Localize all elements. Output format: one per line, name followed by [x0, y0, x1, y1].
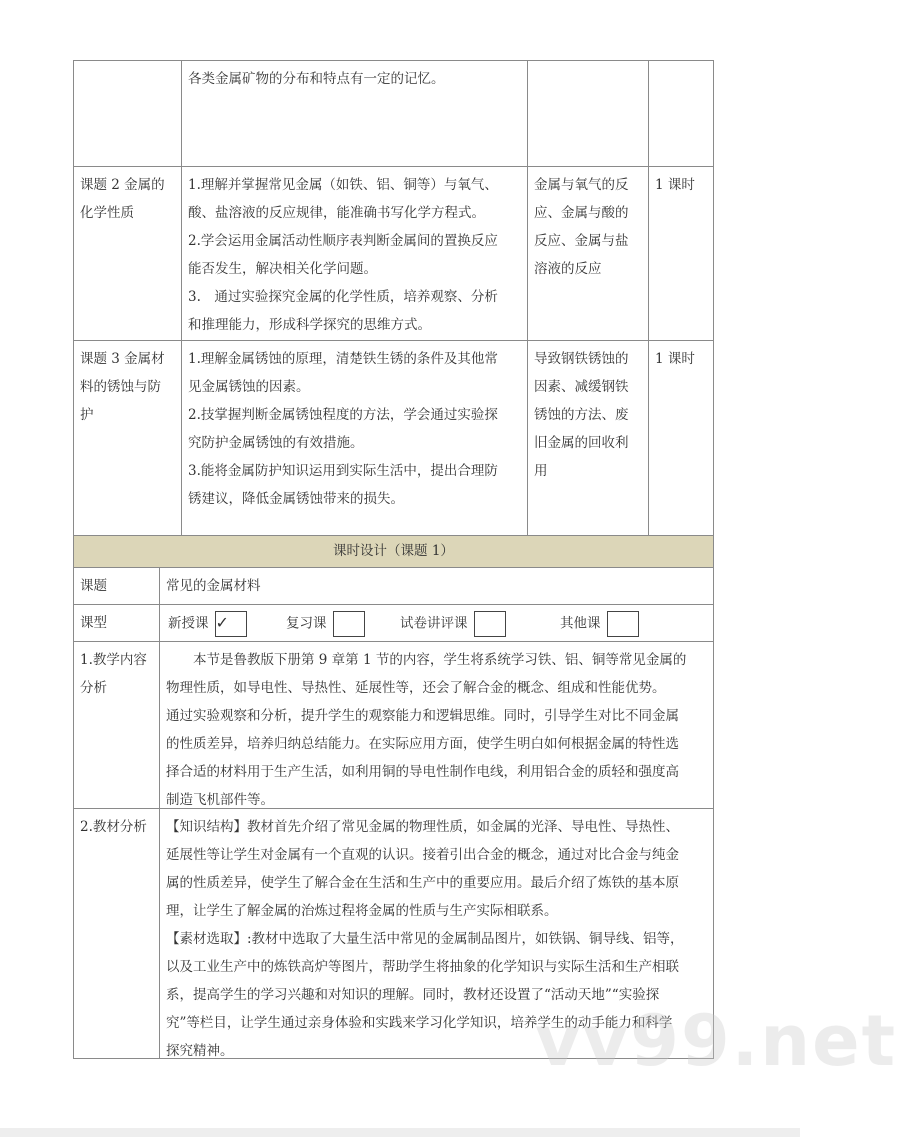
text-line: 择合适的材料用于生产生活，如利用铜的导电性制作电线，利用铝合金的质轻和强度高: [166, 764, 679, 780]
text-line: 常见的金属材料: [166, 578, 261, 594]
text-line: 酸、盐溶液的反应规律，能准确书写化学方程式。: [188, 205, 485, 221]
text-line: 课题: [80, 578, 107, 594]
option-label: 新授课: [168, 615, 209, 632]
text-line: 2.技掌握判断金属锈蚀程度的方法，学会通过实验探: [188, 407, 498, 423]
text-line: 【知识结构】教材首先介绍了常见金属的物理性质，如金属的光泽、导电性、导热性、: [166, 819, 679, 835]
lesson-type-option[interactable]: [286, 611, 365, 637]
text-line: 本节是鲁教版下册第 9 章第 1 节的内容，学生将系统学习铁、铝、铜等常见金属的: [166, 652, 687, 668]
text-line: 锈建议，降低金属锈蚀带来的损失。: [188, 491, 404, 507]
watermark: vv99.net: [535, 1000, 897, 1082]
hours-cell: [648, 166, 714, 341]
text-line: 3.能将金属防护知识运用到实际生活中，提出合理防: [188, 463, 498, 479]
text-line: 分析: [80, 680, 107, 696]
text-line: 1.理解并掌握常见金属（如铁、铝、铜等）与氧气、: [188, 177, 498, 193]
text-line: 物理性质，如导电性、导热性、延展性等，还会了解合金的概念、组成和性能优势。: [166, 680, 666, 696]
text-line: 制造飞机部件等。: [166, 792, 274, 808]
type-options-cell: [159, 604, 714, 642]
lesson-type-option[interactable]: [168, 611, 247, 637]
topic-value: [159, 567, 714, 605]
goals-cell: [181, 60, 528, 167]
lesson-type-option[interactable]: [560, 611, 639, 637]
text-line: 因素、减缓钢铁: [534, 379, 629, 395]
text-line: 2.教材分析: [80, 819, 147, 835]
text-line: 以及工业生产中的炼铁高炉等图片，帮助学生将抽象的化学知识与实际生活和生产相联: [166, 959, 679, 975]
text-line: 的性质差异，培养归纳总结能力。在实际应用方面，使学生明白如何根据金属的特性选: [166, 736, 679, 752]
text-line: 2.学会运用金属活动性顺序表判断金属间的置换反应: [188, 233, 498, 249]
text-line: 和推理能力，形成科学探究的思维方式。: [188, 317, 431, 333]
type-label: [73, 604, 160, 642]
text-line: 锈蚀的方法、废: [534, 407, 629, 423]
topic-label: [73, 567, 160, 605]
option-label: 复习课: [286, 615, 327, 632]
text-line: 究”等栏目，让学生通过亲身体验和实践来学习化学知识，培养学生的动手能力和科学: [166, 1015, 673, 1031]
page-bottom-edge: [0, 1128, 800, 1137]
text-line: 系，提高学生的学习兴趣和对知识的理解。同时，教材还设置了“活动天地”“实验探: [166, 987, 660, 1003]
textbook-label: [73, 808, 160, 1059]
hours-text: 1 课时: [655, 177, 695, 193]
text-line: 【素材选取】:教材中选取了大量生活中常见的金属制品图片，如铁锅、铜导线、铝等，: [166, 931, 684, 947]
text-line: 旧金属的回收利: [534, 435, 629, 451]
topic-cell: [73, 166, 182, 341]
option-label: 其他课: [560, 615, 601, 632]
text-line: 探究精神。: [166, 1043, 234, 1059]
checkbox[interactable]: [474, 611, 506, 637]
text-line: 各类金属矿物的分布和特点有一定的记忆。: [188, 71, 445, 87]
content-text: [159, 641, 714, 809]
checkbox[interactable]: [607, 611, 639, 637]
text-line: 属的性质差异，使学生了解合金在生活和生产中的重要应用。最后介绍了炼铁的基本原: [166, 875, 679, 891]
text-line: 料的锈蚀与防: [80, 379, 161, 395]
text-line: 反应、金属与盐: [534, 233, 629, 249]
text-line: 应、金属与酸的: [534, 205, 629, 221]
text-line: 课题 2 金属的: [80, 177, 165, 193]
text-line: 见金属锈蚀的因素。: [188, 379, 310, 395]
goals-cell: [181, 340, 528, 536]
topic-cell: [73, 340, 182, 536]
goals-cell: [181, 166, 528, 341]
text-line: 1.理解金属锈蚀的原理，清楚铁生锈的条件及其他常: [188, 351, 498, 367]
focus-cell: [527, 166, 649, 341]
topic-cell: [73, 60, 182, 167]
text-line: 溶液的反应: [534, 261, 602, 277]
text-line: 金属与氧气的反: [534, 177, 629, 193]
text-line: 课题 3 金属材: [80, 351, 165, 367]
text-line: 护: [80, 407, 94, 423]
text-line: 3. 通过实验探究金属的化学性质，培养观察、分析: [188, 289, 498, 305]
lesson-type-option[interactable]: [400, 611, 506, 637]
text-line: 化学性质: [80, 205, 134, 221]
design-header: 课时设计（课题 1）: [73, 535, 714, 568]
text-line: 课型: [80, 615, 107, 631]
focus-cell: [527, 340, 649, 536]
text-line: 延展性等让学生对金属有一个直观的认识。接着引出合金的概念，通过对比合金与纯金: [166, 847, 679, 863]
text-line: 理，让学生了解金属的治炼过程将金属的性质与生产实际相联系。: [166, 903, 558, 919]
checkbox[interactable]: [333, 611, 365, 637]
hours-cell: [648, 340, 714, 536]
hours-cell: [648, 60, 714, 167]
hours-text: 1 课时: [655, 351, 695, 367]
text-line: 通过实验观察和分析，提升学生的观察能力和逻辑思维。同时，引导学生对比不同金属: [166, 708, 679, 724]
hours-text: [655, 65, 707, 93]
text-line: 用: [534, 463, 548, 479]
text-line: 导致钢铁锈蚀的: [534, 351, 629, 367]
option-label: 试卷讲评课: [400, 615, 468, 632]
text-line: 能否发生，解决相关化学问题。: [188, 261, 377, 277]
text-line: 1.教学内容: [80, 652, 147, 668]
checkbox[interactable]: ✓: [215, 611, 247, 637]
content-label: [73, 641, 160, 809]
text-line: 究防护金属锈蚀的有效措施。: [188, 435, 364, 451]
focus-cell: [527, 60, 649, 167]
